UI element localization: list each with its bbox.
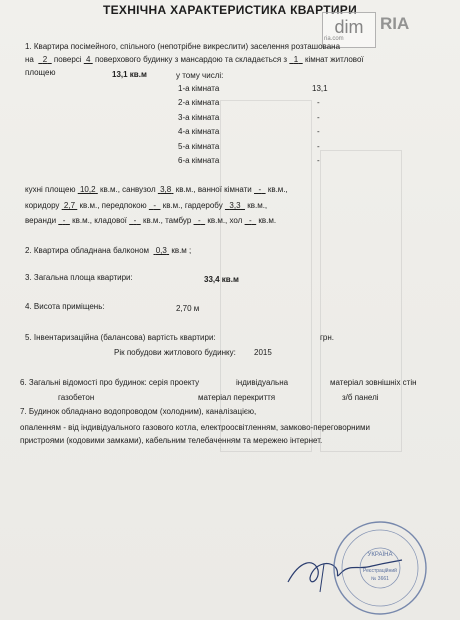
p4-label: 4. Висота приміщень: xyxy=(25,302,105,311)
p5-year: 2015 xyxy=(254,348,272,357)
p1-including: у тому числі: xyxy=(176,71,224,80)
room-label: 1-а кімната xyxy=(178,84,220,93)
room-label: 2-а кімната xyxy=(178,98,220,107)
watermark-subtitle: ria.com xyxy=(324,36,344,42)
p1-kitchen-line: кухні площею 10,2 кв.м., санвузол 3,8 кв.м., ванної кімнати - кв.м., xyxy=(25,185,288,194)
p1-floor-prefix: на xyxy=(25,55,34,64)
p1-floors-total: 4 xyxy=(86,55,91,64)
p1-floor-line xyxy=(25,55,364,65)
room-label: 3-а кімната xyxy=(178,113,220,122)
p1-floor-value: 2 xyxy=(42,55,48,64)
p1-line1: 1. Квартира посімейного, спільного (непотрібне викреслити) заселення розташована xyxy=(25,42,341,51)
corridor-area: 2,7 xyxy=(63,201,76,210)
p6-series: індивідуальна xyxy=(236,378,289,387)
page-title: ТЕХНІЧНА ХАРАКТЕРИСТИКА КВАРТИРИ xyxy=(102,3,358,17)
p5-label: 5. Інвентаризаційна (балансова) вартість квартири: xyxy=(25,333,216,342)
p6-floors-label: матеріал перекриття xyxy=(198,393,276,402)
room-value: - xyxy=(317,156,320,165)
p1-area-label: площею xyxy=(25,68,56,77)
p1-corridor-line: коридору 2,7 кв.м., передпокою - кв.м., гардеробу 3,3 кв.м., xyxy=(25,201,268,210)
p6-walls-label: матеріал зовнішніх стін xyxy=(330,378,417,387)
p7-line2: опаленням - від індивідуального газового котла, електроосвітленням, замково-переговорними xyxy=(20,423,370,432)
wc-area: 3,8 xyxy=(160,185,172,194)
p7-line3: пристроями (кодовими замками), кабельним телебаченням та мережею інтернет. xyxy=(20,436,323,445)
official-stamp xyxy=(330,518,430,618)
balcony-area: 0,3 xyxy=(155,246,167,255)
p1-area-value: 13,1 кв.м xyxy=(112,70,147,79)
bath-area: - xyxy=(258,185,262,194)
room-label: 4-а кімната xyxy=(178,127,220,136)
p1-floor-mid: поверсі xyxy=(53,55,82,64)
stamp-country: УКРАЇНА xyxy=(367,552,393,558)
watermark-ria-logo: RIA xyxy=(380,14,410,33)
stamp-number: № 3661 xyxy=(371,576,389,582)
room-value: - xyxy=(317,98,320,107)
veranda-area: - xyxy=(62,216,66,225)
room-value: - xyxy=(317,127,320,136)
room-value: - xyxy=(317,142,320,151)
room-label: 5-а кімната xyxy=(178,142,220,151)
kitchen-area: 10,2 xyxy=(79,185,96,194)
tambour-area: - xyxy=(197,216,201,225)
storage-area: - xyxy=(133,216,137,225)
watermark xyxy=(322,12,454,48)
p6-floors: з/б панелі xyxy=(342,393,379,402)
background-pattern xyxy=(320,150,402,452)
p1-rooms-value: 1 xyxy=(293,55,299,64)
p6-walls: газобетон xyxy=(58,393,95,402)
p4-height: 2,70 м xyxy=(176,304,200,313)
p7-line1: 7. Будинок обладнано водопроводом (холодним), каналізацією, xyxy=(20,407,257,416)
room-value: 13,1 xyxy=(312,84,328,93)
hol-area: - xyxy=(249,216,252,225)
watermark-dim-logo: dim xyxy=(322,12,376,48)
p1-veranda-line: веранди - кв.м., кладової - кв.м., тамбур - кв.м., хол - кв.м. xyxy=(25,216,277,225)
p3-total-area: 33,4 кв.м xyxy=(204,275,239,284)
wardrobe-area: 3,3 xyxy=(229,201,241,210)
p5-currency: грн. xyxy=(320,333,335,342)
room-label: 6-а кімната xyxy=(178,156,220,165)
p5-year-label: Рік побудови житлового будинку: xyxy=(114,348,236,357)
p6-label: 6. Загальні відомості про будинок: серія проекту xyxy=(20,378,200,387)
room-value: - xyxy=(317,113,320,122)
p2-balcony-line: 2. Квартира обладнана балконом 0,3 кв.м ; xyxy=(25,246,192,255)
p3-label: 3. Загальна площа квартири: xyxy=(25,273,133,282)
p1-rooms-suffix: кімнат житлової xyxy=(304,55,364,64)
hall-area: - xyxy=(153,201,156,210)
stamp-reg: Реєстраційний xyxy=(363,568,397,574)
p1-floor-suffix: поверхового будинку з мансардою та складається з xyxy=(94,55,288,64)
